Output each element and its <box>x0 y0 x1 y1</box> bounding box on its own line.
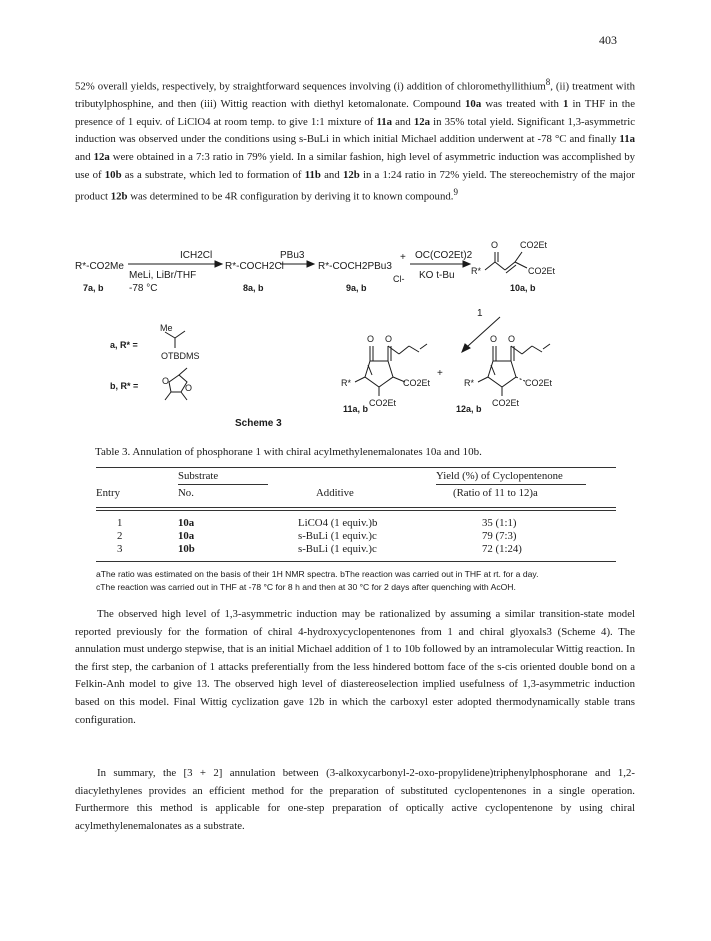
table-mid-rule-1 <box>96 507 616 508</box>
c11-co2et-bottom: CO2Et <box>369 398 397 408</box>
dioxolane-o2: O <box>185 383 193 393</box>
c12-rstar: R* <box>464 378 475 388</box>
label-9: 9a, b <box>346 283 367 293</box>
reagent-3-top: OC(CO2Et)2 <box>415 250 473 261</box>
c12-co2et: CO2Et <box>525 378 553 388</box>
substituent-b-label: b, R* = <box>110 381 139 391</box>
row-1-entry: 1 <box>117 517 123 529</box>
c11-o2: O <box>385 334 393 344</box>
row-1-yield: 35 (1:1) <box>482 517 517 529</box>
table-caption: Table 3. Annulation of phosphorane 1 with chiral acylmethylenemalonates 10a and 10b. <box>95 446 482 458</box>
table-footnote-1: aThe ratio was estimated on the basis of their 1H NMR spectra. bThe reaction was carried out in THF at rt. for a day. <box>96 569 539 579</box>
header-entry: Entry <box>96 487 120 499</box>
dioxolane-o1: O <box>162 376 170 386</box>
c10-co2et-right: CO2Et <box>528 266 556 276</box>
header-substrate: Substrate <box>178 470 219 482</box>
row-2-yield: 79 (7:3) <box>482 530 517 542</box>
discussion-paragraph: The observed high level of 1,3-asymmetric induction may be rationalized by assuming a similar transition-state model reported previously for the formation of chiral 4-hydroxycyclopentenones from 1 and chiral glyoxals3 (Scheme 4). The annulation must undergo stepwise, that is an initial Michael addition of 1 to 10b followed by an intramolecular Wittig reaction. In the first step, the carbanion of 1 attacks preferentially from the less hindered bottom face of the s-cis oriented double bond on a Felkin-Anh model to give 13. The observed high level of diastereoselection implied usefulness of 1,3-asymmetric induction based on this model. Final Wittig cyclization gave 12b in which the carboxyl ester adopted thermodynamically stable trans configuration. <box>75 608 635 726</box>
row-3-yield: 72 (1:24) <box>482 543 522 555</box>
header-additive: Additive <box>316 487 354 499</box>
c12-o2: O <box>508 334 516 344</box>
row-2-substrate: 10a <box>178 530 195 542</box>
scheme-caption: Scheme 3 <box>235 418 282 429</box>
table-top-rule <box>96 467 616 468</box>
c11-co2et: CO2Et <box>403 378 431 388</box>
label-8: 8a, b <box>243 283 264 293</box>
row-3-additive: s-BuLi (1 equiv.)c <box>298 543 377 555</box>
c10-rstar: R* <box>471 266 482 276</box>
label-11: 11a, b <box>343 404 369 414</box>
header-yield: Yield (%) of Cyclopentenone <box>436 470 563 482</box>
header-substrate-no: No. <box>178 487 194 499</box>
c12-co2et-bottom: CO2Et <box>492 398 520 408</box>
page-number: 403 <box>599 33 617 47</box>
reagent-3-bottom: KO t-Bu <box>419 270 455 281</box>
header-ratio: (Ratio of 11 to 12)a <box>453 487 538 499</box>
substituent-a-label: a, R* = <box>110 340 138 350</box>
row-1-additive: LiCO4 (1 equiv.)b <box>298 517 378 529</box>
row-1-substrate: 10a <box>178 517 195 529</box>
reagent-1: 1 <box>477 308 483 319</box>
c11-o1: O <box>367 334 375 344</box>
plus-sign: + <box>400 252 406 263</box>
chloride: Cl- <box>393 274 405 284</box>
yield-underline <box>436 484 586 485</box>
row-2-additive: s-BuLi (1 equiv.)c <box>298 530 377 542</box>
label-10: 10a, b <box>510 283 536 293</box>
compound-8: R*-COCH2Cl <box>225 261 284 272</box>
compound-7: R*-CO2Me <box>75 261 124 272</box>
reagent-1-top: ICH2Cl <box>180 250 213 261</box>
table-bottom-rule <box>96 561 616 562</box>
reagent-1-bottom-b: -78 °C <box>129 283 158 294</box>
table-mid-rule-2 <box>96 510 616 511</box>
summary-paragraph: In summary, the [3 + 2] annulation between (3-alkoxycarbonyl-2-oxo-propylidene)triphenylphosphorane and 1,2-diacylethylenes provides an efficient method for the preparation of substituted cyclopentenones in a single operation. Furthermore this method is applicable for one-step preparation of optically active cyclopentenone by using chiral acylmethylenemalonates as a substrate. <box>75 767 635 832</box>
reagent-2-top: PBu3 <box>280 250 305 261</box>
row-2-entry: 2 <box>117 530 123 542</box>
row-3-substrate: 10b <box>178 543 195 555</box>
compound-9: R*-COCH2PBu3 <box>318 261 392 272</box>
label-12: 12a, b <box>456 404 482 414</box>
table-footnote-2: cThe reaction was carried out in THF at -78 °C for 8 h and then at 30 °C for 2 days after quenching with AcOH. <box>96 582 516 592</box>
scheme-3 <box>75 234 635 434</box>
substrate-underline <box>178 484 268 485</box>
c10-oxygen: O <box>491 240 499 250</box>
c11-rstar: R* <box>341 378 352 388</box>
plus-sign-2: + <box>437 368 443 379</box>
top-paragraph: 52% overall yields, respectively, by straightforward sequences involving (i) addition of chloromethyllithium$^8$, (ii) treatment with tributylphosphine, and then (iii) Wittig reaction with diethyl ketomalonate. Compound 10a was treated with 1 in THF in the presence of 1 equiv. of LiClO4 at room temp. to give 1:1 mixture of 11a and 12a in 35% total yield. Significant 1,3-asymmetric induction was observed under the conditions using s-BuLi in which initial Michael addition underwent at -78 °C and finally 11a and 12a were obtained in a 7:3 ratio in 79% yield. In a similar fashion, high level of asymmetric induction was accomplished by use of 10b as a substrate, which led to formation of 11b and 12b in a 1:24 ratio in 72% yield. The stereochemistry of the major product 12b was determined to be 4R configuration by deriving it to known compound.$^9$ <box>75 77 636 203</box>
c12-o1: O <box>490 334 498 344</box>
label-7: 7a, b <box>83 283 104 293</box>
reagent-1-bottom-a: MeLi, LiBr/THF <box>129 270 197 281</box>
c10-co2et-top: CO2Et <box>520 240 548 250</box>
otbdms: OTBDMS <box>161 351 200 361</box>
row-3-entry: 3 <box>117 543 123 555</box>
methyl: Me <box>160 323 173 333</box>
